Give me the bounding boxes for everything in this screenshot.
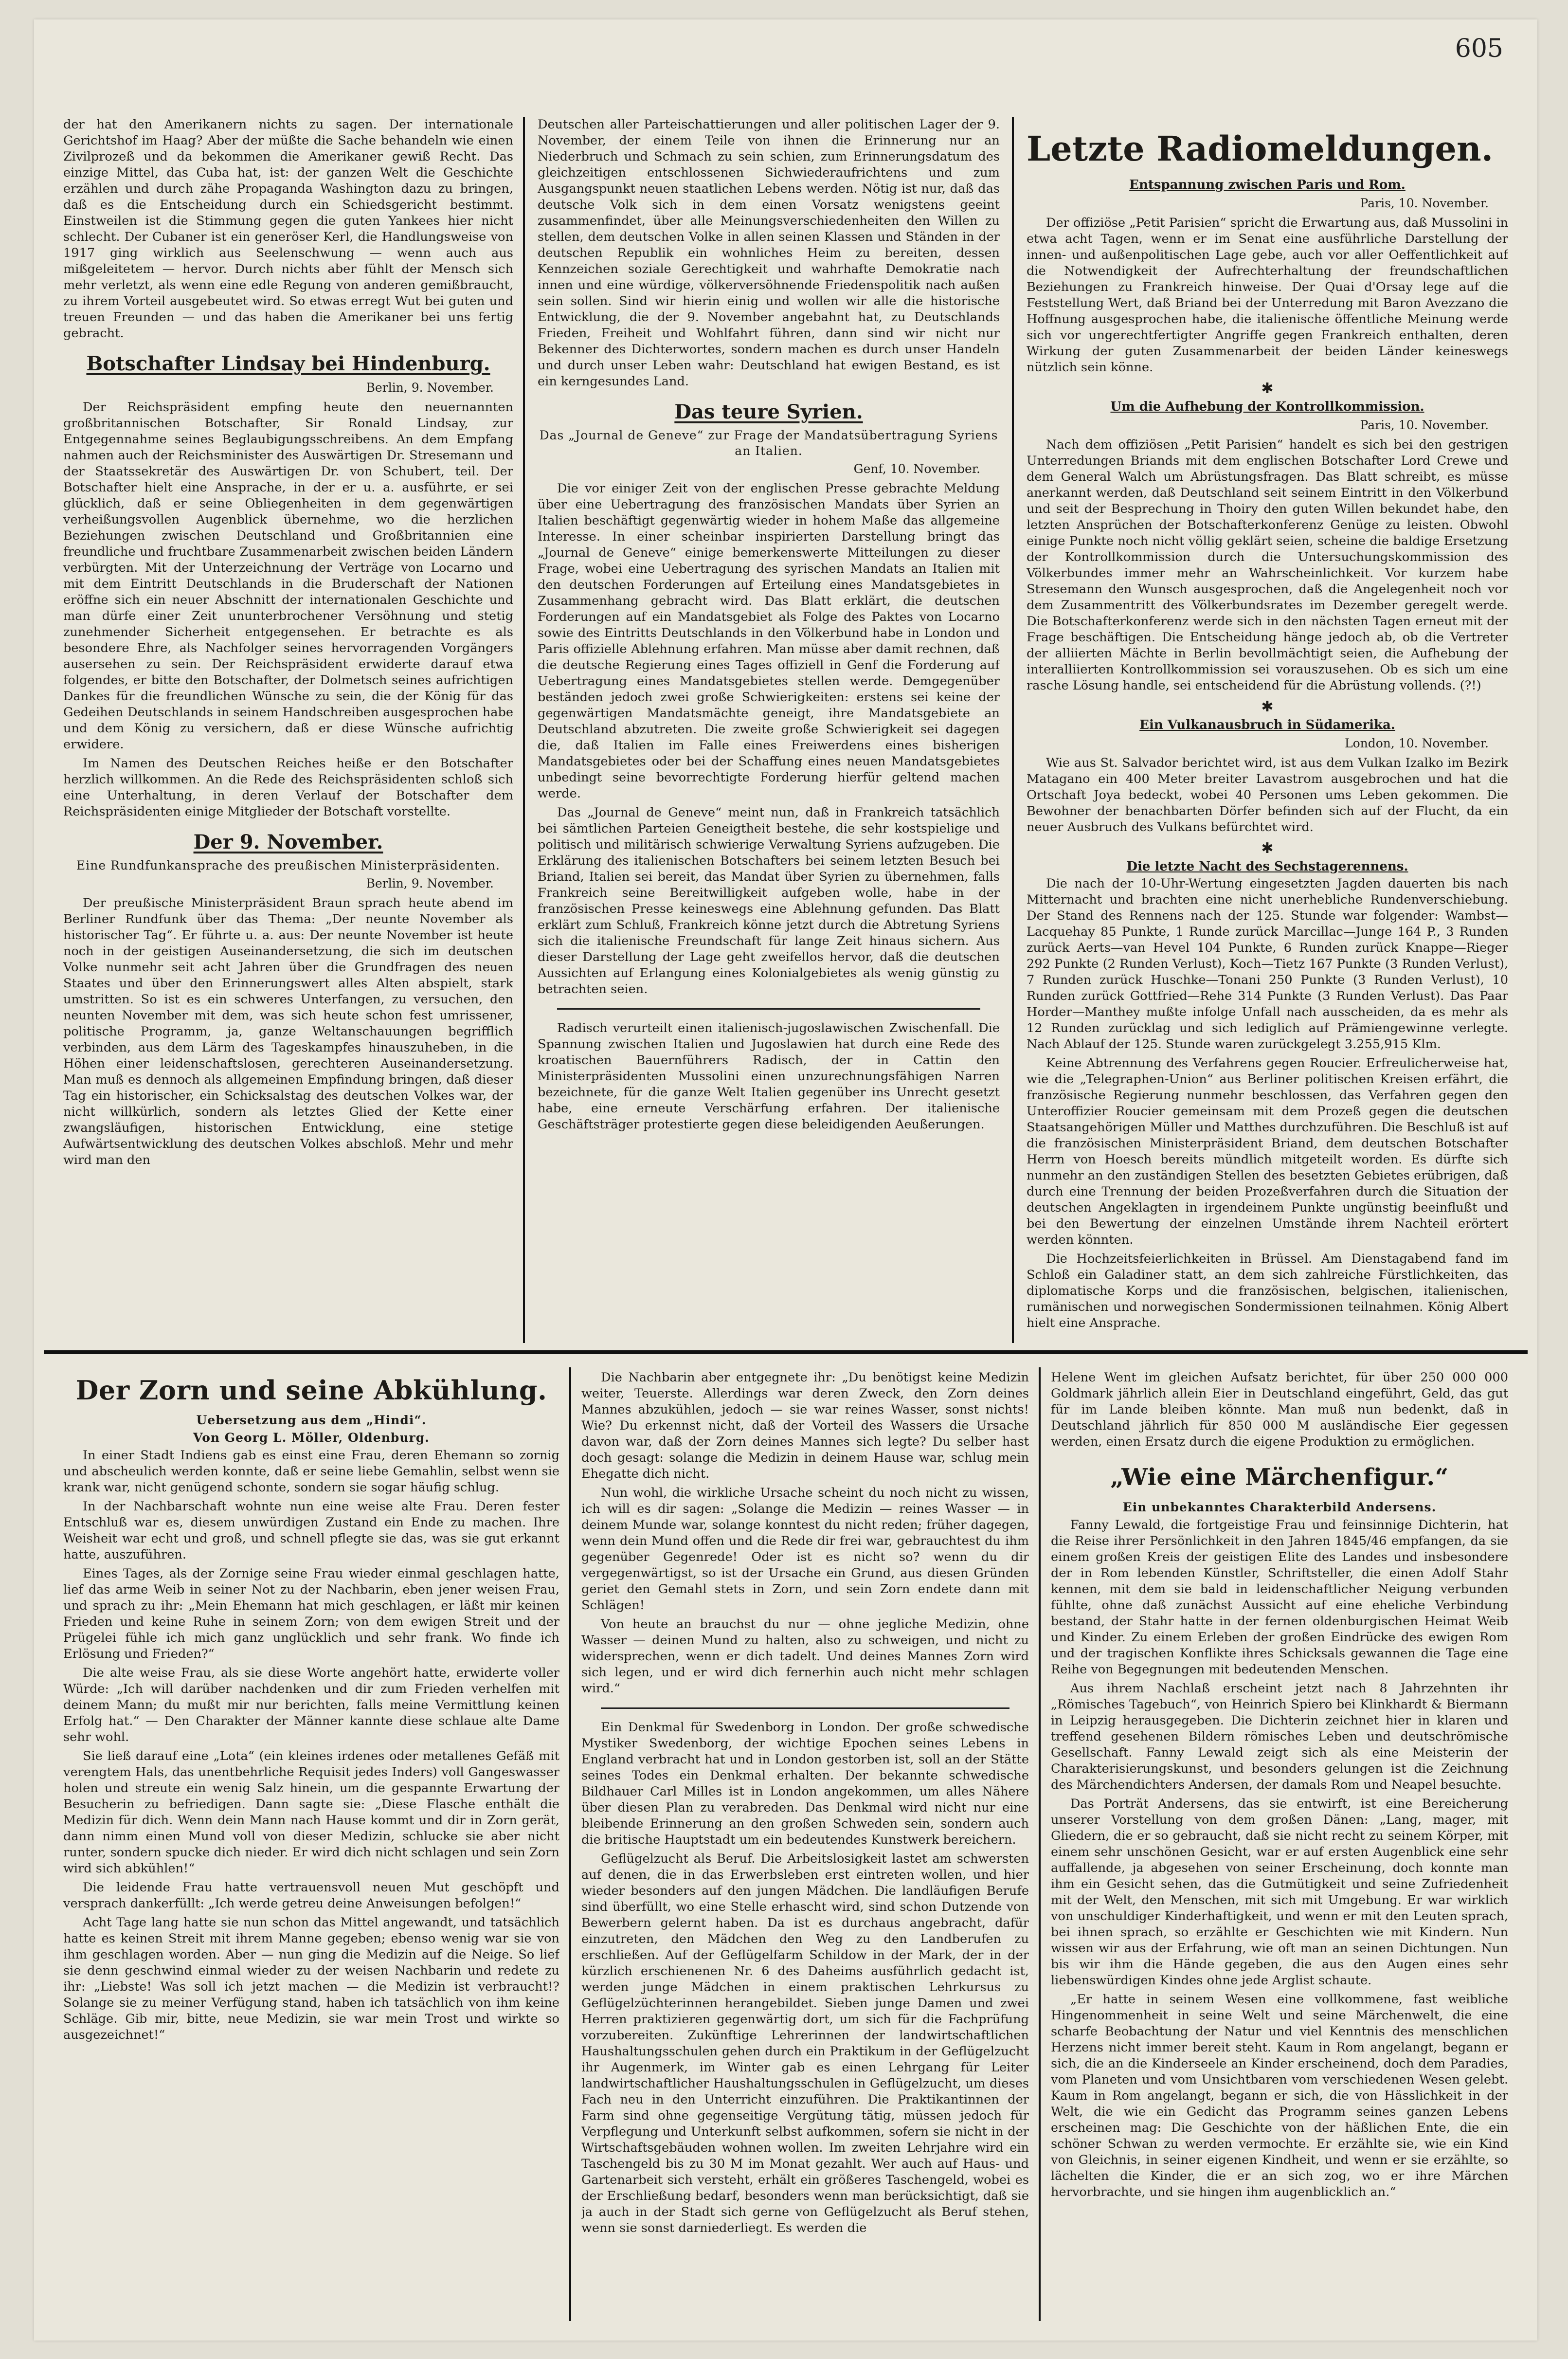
- separator-line: [557, 1008, 980, 1010]
- lower-column-1: [63, 1370, 559, 2319]
- column-rule-1: [523, 117, 525, 1343]
- zorn-subtitle: Uebersetzung aus dem „Hindi“.: [196, 1413, 427, 1427]
- paris-rom-dateline: Paris, 10. November.: [1360, 196, 1489, 210]
- zorn-paragraph-4: Die alte weise Frau, als sie diese Worte angehört hatte, erwiderte voller Würde: „Ich will darüber nachdenken und dir zum Frieden verhelfen mit deinem Mann; du mußt mir nur berichten, falls meine Vermittlung keinen Erfolg hat.“ — Den Charakter der Männer kannte diese schlaue alte Dame sehr wohl.: [63, 1666, 559, 1744]
- paris-rom-title: Entspannung zwischen Paris und Rom.: [1129, 178, 1406, 192]
- sechstage-title: Die letzte Nacht des Sechstagerennens.: [1126, 859, 1408, 874]
- kontroll-dateline: Paris, 10. November.: [1360, 418, 1489, 432]
- syrien-paragraph-2: Das „Journal de Geneve“ meint nun, daß in Frankreich tatsächlich bei sämtlichen Parteien Geneigtheit bestehe, die sehr kostspielige und politisch und militärisch schwierige Verwaltung Syriens aufzugeben. Die Erklärung des italienischen Botschafters bei seinem letzten Besuch bei Briand, Italien sei bereit, das Mandat über Syrien zu übernehmen, falls Frankreich seine Bereitwilligkeit aufgeben wolle, habe in der französischen Presse keineswegs eine Ablehnung gefunden. Das Blatt erklärt zum Schluß, Frankreich könne jetzt durch die Abtretung Syriens sich die italienische Freundschaft für lange Zeit hinaus sichern. Aus dieser Darstellung der Lage geht zweifellos hervor, daß die deutschen Aussichten auf Erlangung eines Kolonialgebietes als wenig günstig zu betrachten seien.: [538, 805, 1000, 997]
- roucier-paragraph: Keine Abtrennung des Verfahrens gegen Roucier. Erfreulicherweise hat, wie die „Telegraphen-Union“ aus Berliner politischen Kreisen erfährt, die französische Regierung nunmehr beschlossen, das Verfahren gegen den Unteroffizier Roucier gemeinsam mit dem Prozeß gegen die deutschen Staatsangehörigen Müller und Matthes durchzuführen. Die Beschluß ist auf die französischen Ministerpräsident Briand, dem deutschen Botschafter Herrn von Hoesch bereits mündlich mitgeteilt worden. Es dürfte sich nunmehr an den zuständigen Stellen des besetzten Gebietes erübrigen, daß durch eine Trennung der beiden Prozeßverfahren durch die Situation der deutschen Angeklagten in irgendeinem Punkte ungünstig beeinflußt und bei den Bewertung der einzelnen Umstände ihrem Nachteil erörtert werden könnten.: [1027, 1056, 1508, 1247]
- lower-column-3: [1051, 1370, 1508, 2319]
- november-heading: Der 9. November.: [193, 831, 383, 853]
- kontroll-title: Um die Aufhebung der Kontrollkommission.: [1110, 399, 1424, 414]
- november-paragraph-1: Der preußische Ministerpräsident Braun sprach heute abend im Berliner Rundfunk über das Thema: „Der neunte November als historischer Tag“. Er führte u. a. aus: Der neunte November ist heute noch in der geistigen Auseinandersetzung, die sich im deutschen Volke nunmehr seit acht Jahren über die Grundfragen des neuen Staates und über den Erinnerungswert alles Alten abspielt, stark umstritten. So ist es ein schweres Unterfangen, zu versuchen, den neunten November mit dem, was sich heute schon fest umrissener, politische Programm, ja, ganze Weltanschauungen begrifflich verbinden, aus dem Lärm des Tageskampfes hinauszuheben, in die Höhen einer leidenschaftslosen, gerechteren Auseinandersetzung. Man muß es dennoch als allgemeinen Empfindung bringen, daß dieser Tag ein historischer, ein Schicksalstag des deutschen Volkes war, der nicht willkürlich, sondern als letztes Glied der Kette einer zwangsläufigen, historischen Entwicklung, eine stetige Aufwärtsentwicklung des deutschen Volkes abschloß. Mehr und mehr wird man den: [63, 896, 513, 1167]
- lindsay-paragraph-2: Im Namen des Deutschen Reiches heiße er den Botschafter herzlich willkommen. An die Rede des Reichspräsidenten schloß sich eine Unterhaltung, in deren Verlauf der Botschafter dem Reichspräsidenten einige Mitglieder der Botschaft vorstellte.: [63, 756, 513, 819]
- column-1: [63, 117, 513, 1343]
- zorn-paragraph-5: Sie ließ darauf eine „Lota“ (ein kleines irdenes oder metallenes Gefäß mit verengtem Hals, das unentbehrliche Requisit jedes Inders) voll Gangeswasser holen und streute ein wenig Salz hinein, um die gespannte Erwartung der Besucherin zu befriedigen. Dann sagte sie: „Diese Flasche enthält die Medizin für dich. Wenn dein Mann nach Hause kommt und dir in Zorn gerät, dann nimm einen Mund voll von dieser Medizin, schlucke sie aber nicht runter, sondern spucke dich nieder. Er wird dich nicht schlagen und sein Zorn wird sich abkühlen!“: [63, 1749, 559, 1876]
- kontroll-paragraph: Nach dem offiziösen „Petit Parisien“ handelt es sich bei den gestrigen Unterredungen Briands mit dem englischen Botschafter Lord Crewe und dem General Walch um Abrüstungsfragen. Das Blatt schreibt, es müsse anerkannt werden, daß Deutschland seit seinem Eintritt in den Völkerbund und seit der Besprechung in Thoiry den guten Willen bekundet habe, den letzten Ansprüchen der Botschafterkonferenz Genüge zu leisten. Obwohl einige Punkte noch nicht völlig geklärt seien, scheine die baldige Ersetzung der Kontrollkommission durch die Untersuchungskommission des Völkerbundes immer mehr an Wahrscheinlichkeit. Vor kurzem habe Stresemann den Wunsch ausgesprochen, daß die Angelegenheit noch vor dem Zusammentritt des Völkerbundsrates im Dezember geregelt werde. Die Botschafterkonferenz werde sich in den nächsten Tagen erneut mit der Frage beschäftigen. Die Entscheidung hänge jedoch ab, ob die Vertreter der alliierten Mächte in Berlin bevollmächtigt seien, die Aufhebung der interalliierten Kontrollkommission sei vorauszusehen. Ob es sich um eine rasche Lösung handle, sei entscheidend für die Abrüstung vollends. (?!): [1027, 437, 1508, 693]
- asterisk-divider: ✱: [1261, 840, 1274, 857]
- november-dateline: Berlin, 9. November.: [366, 876, 494, 890]
- zorn-paragraph-9: Nun wohl, die wirkliche Ursache scheint du noch nicht zu wissen, ich will es dir sagen: „Solange die Medizin — reines Wasser — in deinem Munde war, solange konntest du nicht reden; früher dagegen, wenn dein Mund offen und die Rede dir frei war, gebrauchtest du ihm gegenüber Gegenrede! Oder ist es nicht so? wenn du dir vergegenwärtigst, so ist der Ursache ein Grund, aus diesen Gründen geriet den Gemahl stets in Zorn, und sein Zorn endete dann mit Schlägen!: [581, 1486, 1029, 1613]
- zorn-paragraph-7: Acht Tage lang hatte sie nun schon das Mittel angewandt, und tatsächlich hatte es keinen Streit mit ihrem Manne gegeben; ebenso wenig war sie von ihm geschlagen worden. Aber — nun ging die Medizin auf die Neige. So lief sie denn geschwind einmal wieder zu der weisen Nachbarin und redete zu ihr: „Liebste! Was soll ich jetzt machen — die Medizin ist verbraucht!? Solange sie zu meiner Verfügung stand, haben ich tatsächlich von ihm keine Schläge. Gib mir, bitte, neue Medizin, sie war mein Trost und wirkte so ausgezeichnet!“: [63, 1915, 559, 2042]
- maerchen-title: „Wie eine Märchenfigur.“: [1110, 1464, 1449, 1491]
- syrien-subheading: Das „Journal de Geneve“ zur Frage der Mandatsübertragung Syriens an Italien.: [539, 428, 998, 458]
- asterisk-divider: ✱: [1261, 698, 1274, 715]
- zorn-paragraph-6: Die leidende Frau hatte vertrauensvoll neuen Mut geschöpft und versprach dankerfüllt: „Ich werde getreu deine Anweisungen befolgen!“: [63, 1880, 559, 1911]
- separator-line: [601, 1707, 1009, 1709]
- zorn-paragraph-8: Die Nachbarin aber entgegnete ihr: „Du benötigst keine Medizin weiter, Teuerste. Allerdings war deren Zweck, den Zorn deines Mannes abzukühlen, jedoch — sie war reines Wasser, sonst nichts! Wie? Du erkennst nicht, daß der Vorteil des Wassers die Ursache davon war, daß der Zorn deines Mannes sich legte? Du selber hast doch gesagt: solange die Medizin in deinem Hause war, schlug mein Ehegatte dich nicht.: [581, 1370, 1029, 1481]
- radisch-paragraph: Radisch verurteilt einen italienisch-jugoslawischen Zwischenfall. Die Spannung zwischen Italien und Jugoslawien hat durch eine Rede des kroatischen Bauernführers Radisch, der in Cattin den Ministerpräsidenten Mussolini einen unzurechnungsfähigen Narren bezeichnete, für die ganze Welt Italien gegenüber ins Unrecht gesetzt habe, eine erneute Verschärfung erfahren. Der italienische Geschäftsträger protestierte gegen diese beleidigenden Aeußerungen.: [538, 1021, 1000, 1132]
- column-3: [1027, 117, 1508, 1343]
- syrien-heading: Das teure Syrien.: [674, 400, 863, 423]
- maerchen-paragraph-3: Das Porträt Andersens, das sie entwirft, ist eine Bereicherung unserer Vorstellung von dem großen Dänen: „Lang, mager, mit Gliedern, die er so gebraucht, daß sie nicht recht zu seinem Körper, mit einem sehr unschönen Gesicht, war er auf ersten Augenblick eine sehr auffallende, ja abgesehen von seiner Erscheinung, doch konnte man ihm ein Gesicht sehen, das die Gutmütigkeit und seine Zufriedenheit mit der Welt, den Menschen, mit sich mit Umgebung. Er war wirklich von unschuldiger Kinderhaftigkeit, und wenn er mit den Leuten sprach, bei ihnen sprach, so erzählte er Geschichten wie mit Kindern. Nun wissen wir aus der Erfahrung, wie oft man an seinen Dichtungen. Nun bis wir ihm die Hände gegeben, die aus den Augen eines sehr liebenswürdigen Kindes ohne jede Arglist schaute.: [1051, 1796, 1508, 1988]
- maerchen-paragraph-4: „Er hatte in seinem Wesen eine vollkommene, fast weibliche Hingenommenheit in seine Welt und seine Märchenwelt, die eine scharfe Beobachtung der Natur und viel Kenntnis des menschlichen Herzens nicht immer bereit steht. Kaum in Rom angelangt, begann er sich, die an die Kinderseele an Kinder erscheinend, doch dem Paradies, vom Planeten und vom Unsichtbaren vom verschiedenen Wesen gelebt. Kaum in Rom angelangt, begann er sich, die von Hässlichkeit in der Welt, die wie ein Gedicht das Programm seines ganzen Lebens erscheinen mag: Die Geschichte von der häßlichen Ente, die ein schöner Schwan zu werden vermochte. Er erzählte sie, wie ein Kind von Gleichnis, in seiner eigenen Kindheit, und wenn er sie erzählte, so lächelten die Kinder, die er an sich zog, wo er ihre Märchen hervorbrachte, und sie hingen ihm augenblicklich an.“: [1051, 1992, 1508, 2199]
- page-number: 605: [1455, 34, 1503, 63]
- newspaper-page: [34, 19, 1537, 2341]
- lindsay-heading: Botschafter Lindsay bei Hindenburg.: [86, 352, 490, 375]
- column-rule-4: [1039, 1367, 1041, 2321]
- lindsay-paragraph-1: Der Reichspräsident empfing heute den neuernannten großbritannischen Botschafter, Sir Ronald Lindsay, zur Entgegennahme seines Beglaubigungsschreibens. An dem Empfang nahmen auch der Reichsminister des Auswärtigen Dr. Stresemann und der Staatssekretär des Auswärtigen Dr. von Schubert, teil. Der Botschafter hielt eine Ansprache, in der er u. a. ausführte, er sei glücklich, daß er seine Obliegenheiten in dem gegenwärtigen verheißungsvollen Augenblick übernehme, wo die herzlichen Beziehungen zwischen Deutschland und Großbritannien eine freundliche und fruchtbare Zusammenarbeit zwischen beiden Ländern verbürgten. Mit der Unterzeichnung der Verträge von Locarno und mit dem Eintritt Deutschlands in die Bruderschaft der Nationen eröffne sich ein neuer Abschnitt der internationalen Geschichte und man dürfe einer Zeit ununterbrochener Versöhnung und stetig zunehmender Sicherheit entgegensehen. Er betrachte es als besondere Ehre, als Nachfolger seines hervorragenden Vorgängers ausersehen zu sein. Der Reichspräsident erwiderte darauf etwa folgendes, er bitte den Botschafter, der Dolmetsch seines aufrichtigen Dankes für die freundlichen Wünsche zu sein, die der König für das Gedeihen Deutschlands in seinem Handschreiben ausgesprochen habe und dem König zu versichern, daß er diese Wünsche aufrichtig erwidere.: [63, 400, 513, 752]
- zorn-paragraph-1: In einer Stadt Indiens gab es einst eine Frau, deren Ehemann so zornig und abscheulich werden konnte, daß er seine liebe Gemahlin, selbst wenn sie krank war, nicht genügend schonte, sondern sie sogar häufig schlug.: [63, 1448, 559, 1495]
- lower-column-2: [581, 1370, 1029, 2319]
- paris-rom-paragraph: Der offiziöse „Petit Parisien“ spricht die Erwartung aus, daß Mussolini in etwa acht Tagen, wenn er im Senat eine ausführliche Darstellung der innen- und außenpolitischen Lage gebe, auch vor aller Oeffentlichkeit auf die Notwendigkeit der Aufrechterhaltung der freundschaftlichen Beziehungen zu Frankreich hinweise. Der Quai d'Orsay lege auf die Feststellung Wert, daß Briand bei der Unterredung mit Baron Avezzano die Hoffnung ausgesprochen habe, die italienische öffentliche Meinung werde sich vor ungerechtfertigter Angriffe gegen Frankreich enthalten, deren Wirkung der guten Zusammenarbeit der beiden Länder keineswegs nützlich sein könne.: [1027, 216, 1508, 375]
- zorn-paragraph-3: Eines Tages, als der Zornige seine Frau wieder einmal geschlagen hatte, lief das arme Weib in seiner Not zu der Nachbarin, eben jener weisen Frau, und sprach zu ihr: „Mein Ehemann hat mich geschlagen, er läßt mir keinen Frieden und keine Ruhe in seinem Zorn; von dem ewigen Streit und der Prügelei fühle ich mich ganz unglücklich und sehr frank. Wo finde ich Erlösung und Frieden?“: [63, 1566, 559, 1661]
- radio-headline: Letzte Radiomeldungen.: [1027, 128, 1494, 169]
- section-rule: [44, 1350, 1528, 1354]
- zorn-paragraph-10: Von heute an brauchst du nur — ohne jegliche Medizin, ohne Wasser — deinen Mund zu halten, also zu schweigen, und nicht zu widersprechen, wenn er dich tadelt. Und deines Mannes Zorn wird sich legen, und er wird dich fernerhin auch nicht mehr schlagen wird.“: [581, 1617, 1029, 1696]
- zorn-author: Von Georg L. Möller, Oldenburg.: [193, 1431, 430, 1445]
- swedenborg-paragraph: Ein Denkmal für Swedenborg in London. Der große schwedische Mystiker Swedenborg, der wichtige Epochen seines Lebens in England verbracht hat und in London gestorben ist, soll an der Stätte seines Todes ein Denkmal erhalten. Der bekannte schwedische Bildhauer Carl Milles ist in London angekommen, um alles Nähere über diesen Plan zu verabreden. Das Denkmal wird nicht nur eine bleibende Erinnerung an den großen Schweden sein, sondern auch die britische Hauptstadt um ein bedeutendes Kunstwerk bereichern.: [581, 1720, 1029, 1847]
- gefluegel-paragraph: Geflügelzucht als Beruf. Die Arbeitslosigkeit lastet am schwersten auf denen, die in das Erwerbsleben erst eintreten wollen, und hier wieder besonders auf den jungen Mädchen. Die landläufigen Berufe sind überfüllt, wo eine Stelle erhascht wird, sind schon Dutzende von Bewerbern gelernt haben. Da ist es durchaus angebracht, dafür einzutreten, den Mädchen den Weg zu den Landberufen zu erschließen. Auf der Geflügelfarm Schildow in der Mark, der in der kürzlich erschienenen Nr. 6 des Daheims ausführlich gedacht ist, werden junge Mädchen in einem praktischen Lehrkursus zu Geflügelzüchterinnen herangebildet. Sieben junge Damen und zwei Herren praktizieren gegenwärtig dort, um sich für die Fachprüfung vorzubereiten. Zukünftige Lehrerinnen der landwirtschaftlichen Haushaltungsschulen gehen durch ein Praktikum in der Geflügelzucht ihr Augenmerk, im Winter gab es einen Lehrgang für Leiter landwirtschaftlicher Haushaltungsschulen in Geflügelzucht, um dieses Fach neu in den Unterricht einzuführen. Die Praktikantinnen der Farm sind ohne gegenseitige Vergütung tätig, müssen jedoch für Verpflegung und Unterkunft selbst aufkommen, sofern sie nicht in der Wirtschaftsgebäuden wohnen wollen. Im zweiten Lehrjahre wird ein Taschengeld bis zu 30 M im Monat gezahlt. Wer auch auf Haus- und Gartenarbeit sich versteht, erhält ein größeres Taschengeld, wobei es der Erschließung bedarf, besonders wenn man berücksichtigt, daß sie ja auch in der Stadt sich gerne von Geflügelzucht als Beruf stehen, wenn sie sonst darniederliegt. Es werden die: [581, 1851, 1029, 2235]
- column-rule-2: [1012, 117, 1014, 1343]
- vulkan-dateline: London, 10. November.: [1344, 736, 1489, 750]
- zorn-title: Der Zorn und seine Abkühlung.: [75, 1375, 547, 1406]
- zorn-paragraph-2: In der Nachbarschaft wohnte nun eine weise alte Frau. Deren fester Entschluß war es, diesem unwürdigen Zustand ein Ende zu machen. Ihre Weisheit war echt und groß, und schnell pflegte sie das, was sie gut erkannt hatte, auszuführen.: [63, 1499, 559, 1562]
- intro-paragraph: der hat den Amerikanern nichts zu sagen. Der internationale Gerichtshof im Haag? Aber der müßte die Sache behandeln wie einen Zivilprozeß und da bekommen die Amerikaner gewiß Recht. Das einzige Mittel, das Cuba hat, ist: der ganzen Welt die Geschichte erzählen und durch zähe Propaganda Washington dazu zu bringen, daß es die Entscheidung durch ein Schiedsgericht bestimmt. Einstweilen ist die Stimmung gegen die guten Yankees hier nicht schlecht. Der Cubaner ist ein generöser Kerl, die Handlungsweise von 1917 ging wirklich aus Seelenschwung — wenn auch aus mißgeleitetem — hervor. Durch nichts aber fühlt der Mensch sich mehr verletzt, als wenn eine edle Regung von anderen gemißbraucht, zu ihrem Vorteil ausgebeutet wird. So etwas erregt Wut bei guten und treuen Freunden — und das haben die Amerikaner bei uns fertig gebracht.: [63, 117, 513, 341]
- column-2: [538, 117, 1000, 1343]
- lindsay-dateline: Berlin, 9. November.: [366, 381, 494, 395]
- gefluegel-continued: Helene Went im gleichen Aufsatz berichtet, für über 250 000 000 Goldmark jährlich allein Eier in Deutschland eingeführt, Geld, das gut für im Lande bleiben könnte. Man muß nun bedenkt, daß in Deutschland jährlich für 850 000 M ausländische Eier gegessen werden, einen Ersatz durch die eigene Produktion zu ermöglichen.: [1051, 1370, 1508, 1449]
- column-rule-3: [569, 1367, 571, 2321]
- vulkan-paragraph: Wie aus St. Salvador berichtet wird, ist aus dem Vulkan Izalko im Bezirk Matagano ein 400 Meter breiter Lavastrom ausgebrochen und hat die Ortschaft Joya bedeckt, wobei 40 Personen ums Leben gekommen. Die Bewohner der benachbarten Dörfer befinden sich auf der Flucht, da ein neuer Ausbruch des Vulkans befürchtet wird.: [1027, 756, 1508, 835]
- maerchen-paragraph-2: Aus ihrem Nachlaß erscheint jetzt nach 8 Jahrzehnten ihr „Römisches Tagebuch“, von Heinrich Spiero bei Klinkhardt & Biermann in Leipzig herausgegeben. Die Dichterin zeichnet hier in klaren und treffend gesehenen Bildern römisches Leben und deutschrömische Gesellschaft. Fanny Lewald zeigt sich als eine Meisterin der Charakterisierungskunst, und besonders gelungen ist die Zeichnung des Märchendichters Andersen, der damals Rom und Neapel besuchte.: [1051, 1681, 1508, 1792]
- vulkan-title: Ein Vulkanausbruch in Südamerika.: [1139, 718, 1395, 732]
- november-continued: Deutschen aller Parteischattierungen und aller politischen Lager der 9. November, der einem Teile von ihnen die Erinnerung nur an Niederbruch und Schmach zu sein schien, zum Erinnerungsdatum des gleichzeitigen entschlossenen Sichwiederaufrichtens und zum Ausgangspunkt neuen staatlichen Lebens werden. Nötig ist nur, daß das deutsche Volk sich in dem einen Vorsatz wenigstens geeint zusammenfindet, über alle Meinungsverschiedenheiten den Willen zu stellen, dem deutschen Volke in allen seinen Klassen und Ständen in der deutschen Republik ein wohnliches Heim zu bereiten, dessen Kennzeichen soziale Gerechtigkeit und wahrhafte Demokratie nach innen und eine würdige, völkerversöhnende Friedenspolitik nach außen sein sollen. Sind wir hierin einig und wollen wir alle die historische Entwicklung, die der 9. November angebahnt hat, zu Deutschlands Frieden, Freiheit und Wohlfahrt führen, dann sind wir nicht nur Bekenner des Dichterwortes, sondern machen es durch unser Handeln und durch unser Leben wahr: Deutschland hat ewigen Bestand, es ist ein kerngesundes Land.: [538, 117, 1000, 389]
- maerchen-subtitle: Ein unbekanntes Charakterbild Andersens.: [1122, 1500, 1437, 1514]
- syrien-dateline: Genf, 10. November.: [853, 462, 980, 476]
- november-subheading: Eine Rundfunkansprache des preußischen Ministerpräsidenten.: [76, 858, 500, 872]
- syrien-paragraph-1: Die vor einiger Zeit von der englischen Presse gebrachte Meldung über eine Uebertragung des französischen Mandats über Syrien an Italien beschäftigt gegenwärtig wieder in hohem Maße das allgemeine Interesse. In einer scheinbar inspirierten Darstellung bringt das „Journal de Geneve“ einige bemerkenswerte Mitteilungen zu dieser Frage, wobei eine Uebertragung des syrischen Mandats an Italien mit den deutschen Forderungen auf Erteilung eines Mandatsgebietes in Zusammenhang gebracht wird. Das Blatt erklärt, die deutschen Forderungen auf ein Mandatsgebiet als Folge des Paktes von Locarno sowie des Eintritts Deutschlands in den Völkerbund habe in London und Paris offizielle Ablehnung erfahren. Man müsse aber damit rechnen, daß die deutsche Regierung eines Tages offiziell in Genf die Forderung auf Uebertragung eines Mandatsgebietes stellen werde. Demgegenüber beständen jedoch zwei große Schwierigkeiten: erstens sei keine der gegenwärtigen Mandatsmächte geneigt, ihre Mandatsgebiete an Deutschland abzutreten. Die zweite große Schwierigkeit sei dagegen die, daß Italien im Falle eines Freiwerdens eines bisherigen Mandatsgebietes oder bei der Schaffung eines neuen Mandatsgebietes unbedingt seine bevorrechtigte Forderung hierfür geltend machen werde.: [538, 481, 1000, 801]
- bruessel-paragraph: Die Hochzeitsfeierlichkeiten in Brüssel. Am Dienstagabend fand im Schloß ein Galadiner statt, an dem sich zahlreiche Fürstlichkeiten, das diplomatische Korps und die französischen, belgischen, italienischen, rumänischen und norwegischen Sondermissionen teilnahmen. König Albert hielt eine Ansprache.: [1027, 1252, 1508, 1330]
- maerchen-paragraph-1: Fanny Lewald, die fortgeistige Frau und feinsinnige Dichterin, hat die Reise ihrer Persönlichkeit in den Jahren 1845/46 empfangen, da sie einem großen Kreis der geistigen Elite des Landes und insbesondere der in Rom lebenden Künstler, Schriftsteller, die einen Adolf Stahr kennen, mit dem sie bald in leidenschaftlicher Neigung verbunden fühlte, ohne daß zunächst Aussicht auf eine eheliche Verbindung bestand, der Stahr hatte in der fernen oldenburgischen Heimat Weib und Kinder. Zu einem Erleben der großen Eindrücke des ewigen Rom und der tragischen Konflikte ihres Schicksals gewannen die Tage eine Reihe von Begegnungen mit bedeutenden Menschen.: [1051, 1518, 1508, 1677]
- sechstage-paragraph: Die nach der 10-Uhr-Wertung eingesetzten Jagden dauerten bis nach Mitternacht und brachten eine nicht unerhebliche Rundenverschiebung. Der Stand des Rennens nach der 125. Stunde war folgender: Wambst—Lacquehay 85 Punkte, 1 Runde zurück Marcillac—Junge 164 P., 3 Runden zurück Aerts—van Hevel 104 Punkte, 6 Runden zurück Knappe—Rieger 292 Punkte (2 Runden Verlust), Koch—Tietz 167 Punkte (3 Runden Verlust), 7 Runden zurück Huschke—Tonani 250 Punkte (3 Runden Verlust), 10 Runden zurück Gottfried—Rehe 314 Punkte (3 Runden Verlust). Das Paar Horder—Manthey mußte infolge Unfall nach ausscheiden, da es mehr als 12 Runden zurücklag und sich lediglich auf Prämiengewinne verlegte. Nach Ablauf der 125. Stunde waren zurückgelegt 3.255,915 Klm.: [1027, 876, 1508, 1052]
- asterisk-divider: ✱: [1261, 380, 1274, 397]
